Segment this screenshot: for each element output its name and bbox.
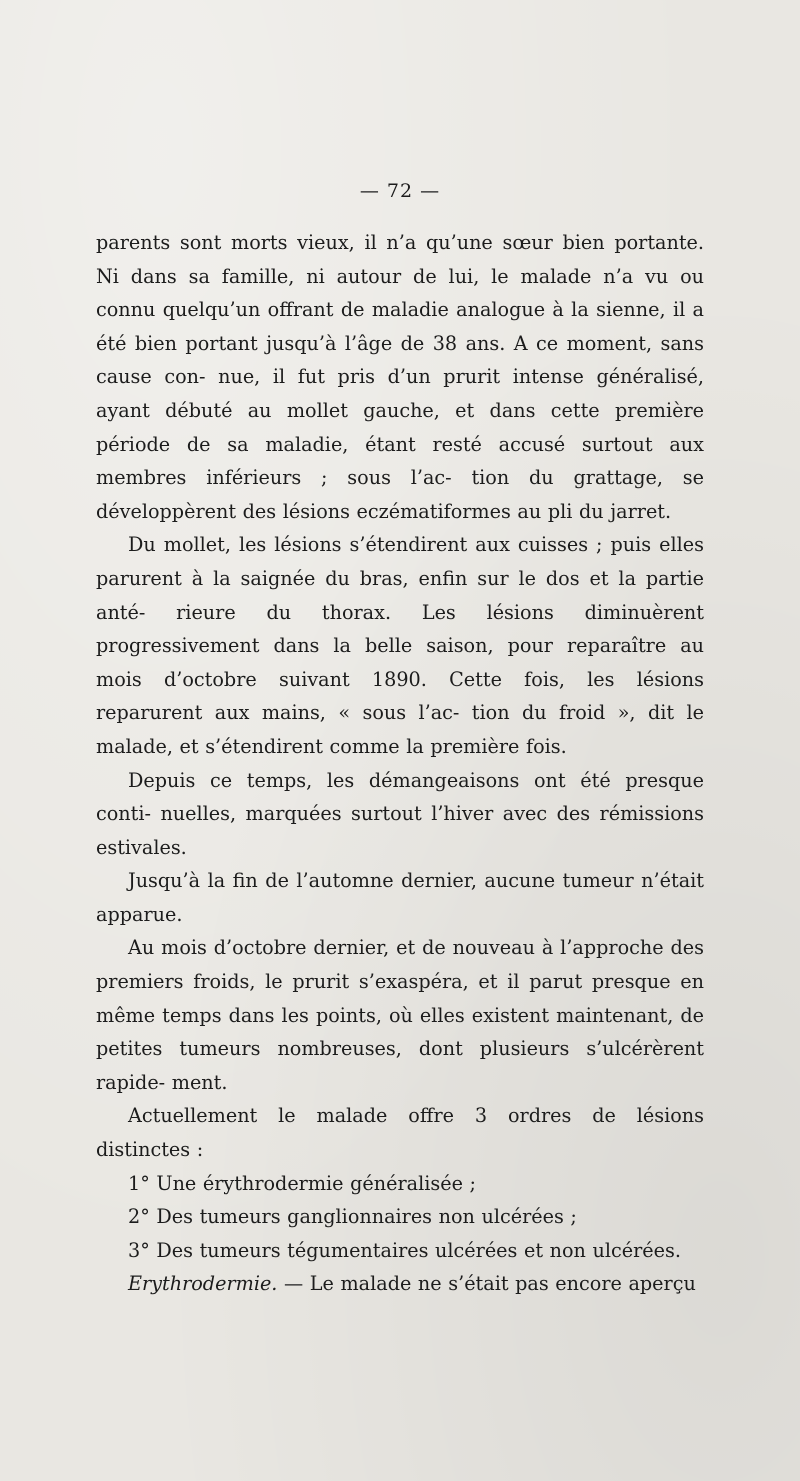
paragraph-erythrodermie-text: — Le malade ne s’était pas encore aperçu — [277, 1272, 696, 1296]
paragraph-2: Du mollet, les lésions s’étendirent aux cuisses ; puis elles parurent à la saignée du bras, enfin sur le dos et la partie anté- rieure du thorax. Les lésions diminuèrent progressivement dans la belle saison, pour reparaître au mois d’octobre suivant 1890. Cette fois, les lésions reparurent aux mains, « sous l’ac- tion du froid », dit le malade, et s’étendirent comme la première fois. — [96, 533, 704, 758]
page-number: — 72 — — [359, 180, 441, 202]
paragraph-6: Actuellement le malade offre 3 ordres de lésions distinctes : — [96, 1104, 704, 1162]
paragraph-3: Depuis ce temps, les démangeaisons ont été presque conti- nuelles, marquées surtout l’hiver avec des rémissions estivales. — [96, 768, 704, 859]
paragraph-1: parents sont morts vieux, il n’a qu’une sœur bien portante. Ni dans sa famille, ni autour de lui, le malade n’a vu ou connu quelqu’un offrant de maladie analogue à la sienne, il a été bien portant jusqu’à l’âge de 38 ans. A ce moment, sans cause con- nue, il fut pris d’un prurit intense généralisé, ayant débuté au mollet gauche, et dans cette première période de sa maladie, étant resté accusé surtout aux membres inférieurs ; sous l’ac- tion du grattage, se développèrent des lésions eczématiformes au pli du jarret. — [96, 231, 704, 523]
paragraph-erythrodermie — [96, 1267, 704, 1301]
paragraph-5: Au mois d’octobre dernier, et de nouveau à l’approche des premiers froids, le prurit s’exaspéra, et il parut presque en même temps dans les points, où elles existent maintenant, de petites tumeurs nombreuses, dont plusieurs s’ulcérèrent rapide- ment. — [96, 936, 704, 1094]
list-item-3: 3° Des tumeurs tégumentaires ulcérées et non ulcérées. — [128, 1238, 681, 1262]
paragraph-4: Jusqu’à la fin de l’automne dernier, aucune tumeur n’était apparue. — [96, 869, 704, 926]
list-item-2: 2° Des tumeurs ganglionnaires non ulcérées ; — [128, 1205, 577, 1229]
body-text — [96, 226, 704, 1301]
list-item-1: 1° Une érythrodermie généralisée ; — [128, 1171, 476, 1195]
section-heading-erythrodermie: Erythrodermie. — [128, 1272, 278, 1296]
